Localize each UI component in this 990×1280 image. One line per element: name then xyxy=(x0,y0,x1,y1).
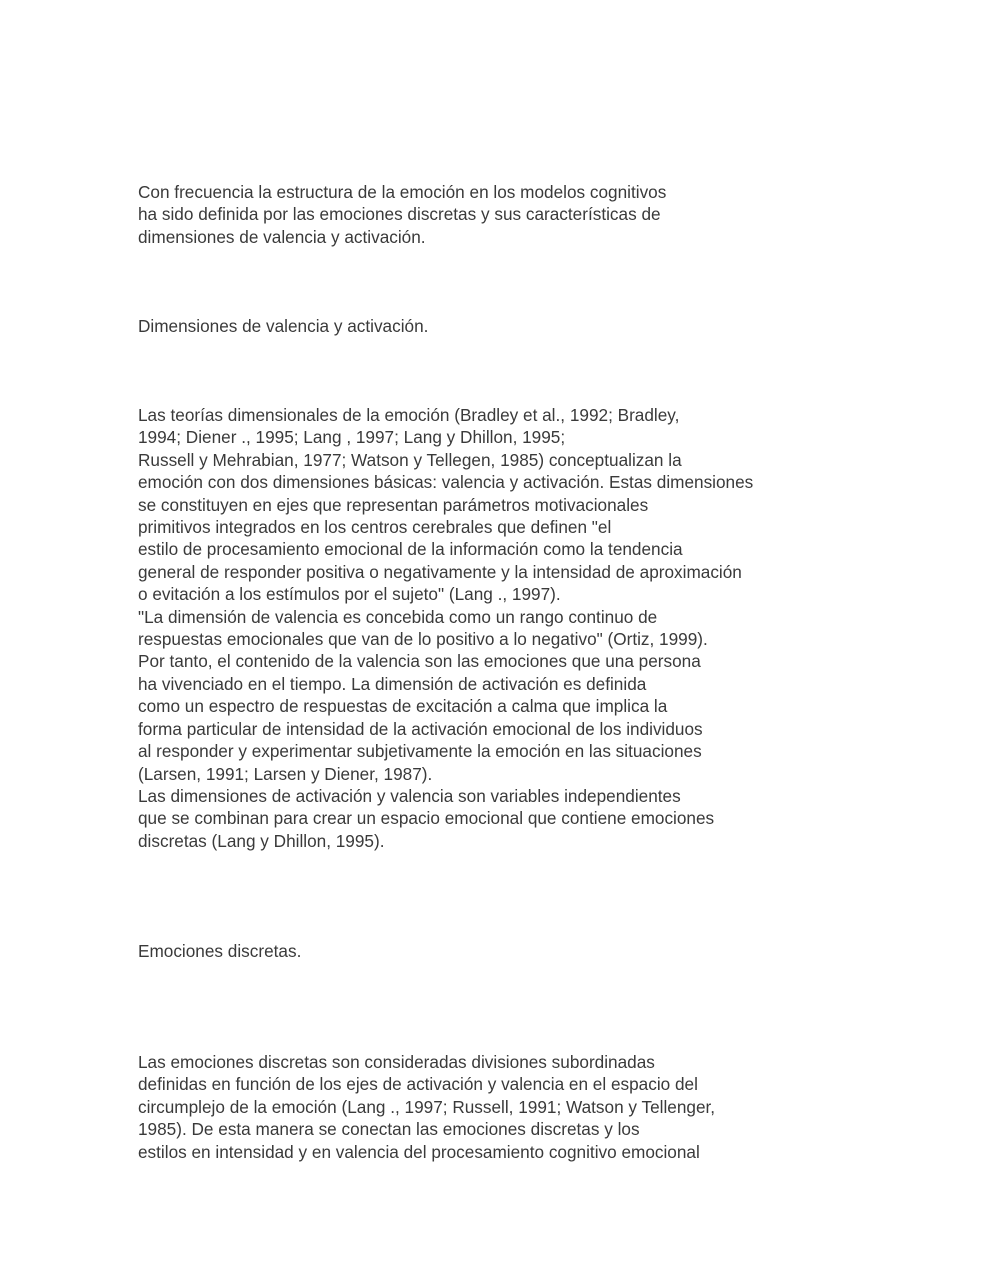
paragraph-line: primitivos integrados en los centros cerebrales que definen "el xyxy=(138,517,612,538)
paragraph-line: forma particular de intensidad de la activación emocional de los individuos xyxy=(138,718,703,739)
section-heading-dimensiones: Dimensiones de valencia y activación. xyxy=(138,316,429,336)
paragraph-line: se constituyen en ejes que representan parámetros motivacionales xyxy=(138,494,649,515)
paragraph-line: estilos en intensidad y en valencia del procesamiento cognitivo emocional xyxy=(138,1141,700,1162)
paragraph-line: respuestas emocionales que van de lo positivo a lo negativo" (Ortiz, 1999). xyxy=(138,629,708,650)
paragraph-line: Russell y Mehrabian, 1977; Watson y Tellegen, 1985) conceptualizan la xyxy=(138,449,682,470)
paragraph-line: que se combinan para crear un espacio emocional que contiene emociones xyxy=(138,808,715,829)
paragraph-line: "La dimensión de valencia es concebida como un rango continuo de xyxy=(138,606,658,627)
paragraph-line: circumplejo de la emoción (Lang ., 1997; Russell, 1991; Watson y Tellenger, xyxy=(138,1096,716,1117)
paragraph-line: como un espectro de respuestas de excitación a calma que implica la xyxy=(138,696,668,717)
paragraph-line: Por tanto, el contenido de la valencia son las emociones que una persona xyxy=(138,651,701,672)
intro-paragraph xyxy=(138,181,858,248)
paragraph-line: emoción con dos dimensiones básicas: valencia y activación. Estas dimensiones xyxy=(138,472,754,493)
section-1-paragraph xyxy=(138,404,858,852)
paragraph-line: Las teorías dimensionales de la emoción (Bradley et al., 1992; Bradley, xyxy=(138,405,680,425)
section-2-paragraph xyxy=(138,1051,858,1163)
intro-line: Con frecuencia la estructura de la emoción en los modelos cognitivos xyxy=(138,182,667,202)
paragraph-line: (Larsen, 1991; Larsen y Diener, 1987). xyxy=(138,763,433,784)
paragraph-line: estilo de procesamiento emocional de la información como la tendencia xyxy=(138,539,683,560)
paragraph-line: discretas (Lang y Dhillon, 1995). xyxy=(138,830,385,851)
paragraph-line: al responder y experimentar subjetivamente la emoción en las situaciones xyxy=(138,741,702,762)
paragraph-line: general de responder positiva o negativamente y la intensidad de aproximación xyxy=(138,561,742,582)
paragraph-line: o evitación a los estímulos por el sujeto" (Lang ., 1997). xyxy=(138,584,561,605)
paragraph-line: Las emociones discretas son consideradas divisiones subordinadas xyxy=(138,1052,655,1072)
intro-line: ha sido definida por las emociones discretas y sus características de xyxy=(138,204,661,225)
paragraph-line: 1994; Diener ., 1995; Lang , 1997; Lang y Dhillon, 1995; xyxy=(138,427,566,448)
paragraph-line: definidas en función de los ejes de activación y valencia en el espacio del xyxy=(138,1074,698,1095)
intro-line: dimensiones de valencia y activación. xyxy=(138,226,426,247)
section-heading-emociones-discretas: Emociones discretas. xyxy=(138,941,302,961)
paragraph-line: 1985). De esta manera se conectan las emociones discretas y los xyxy=(138,1119,640,1140)
paragraph-line: Las dimensiones de activación y valencia son variables independientes xyxy=(138,785,681,806)
paragraph-line: ha vivenciado en el tiempo. La dimensión de activación es definida xyxy=(138,673,647,694)
